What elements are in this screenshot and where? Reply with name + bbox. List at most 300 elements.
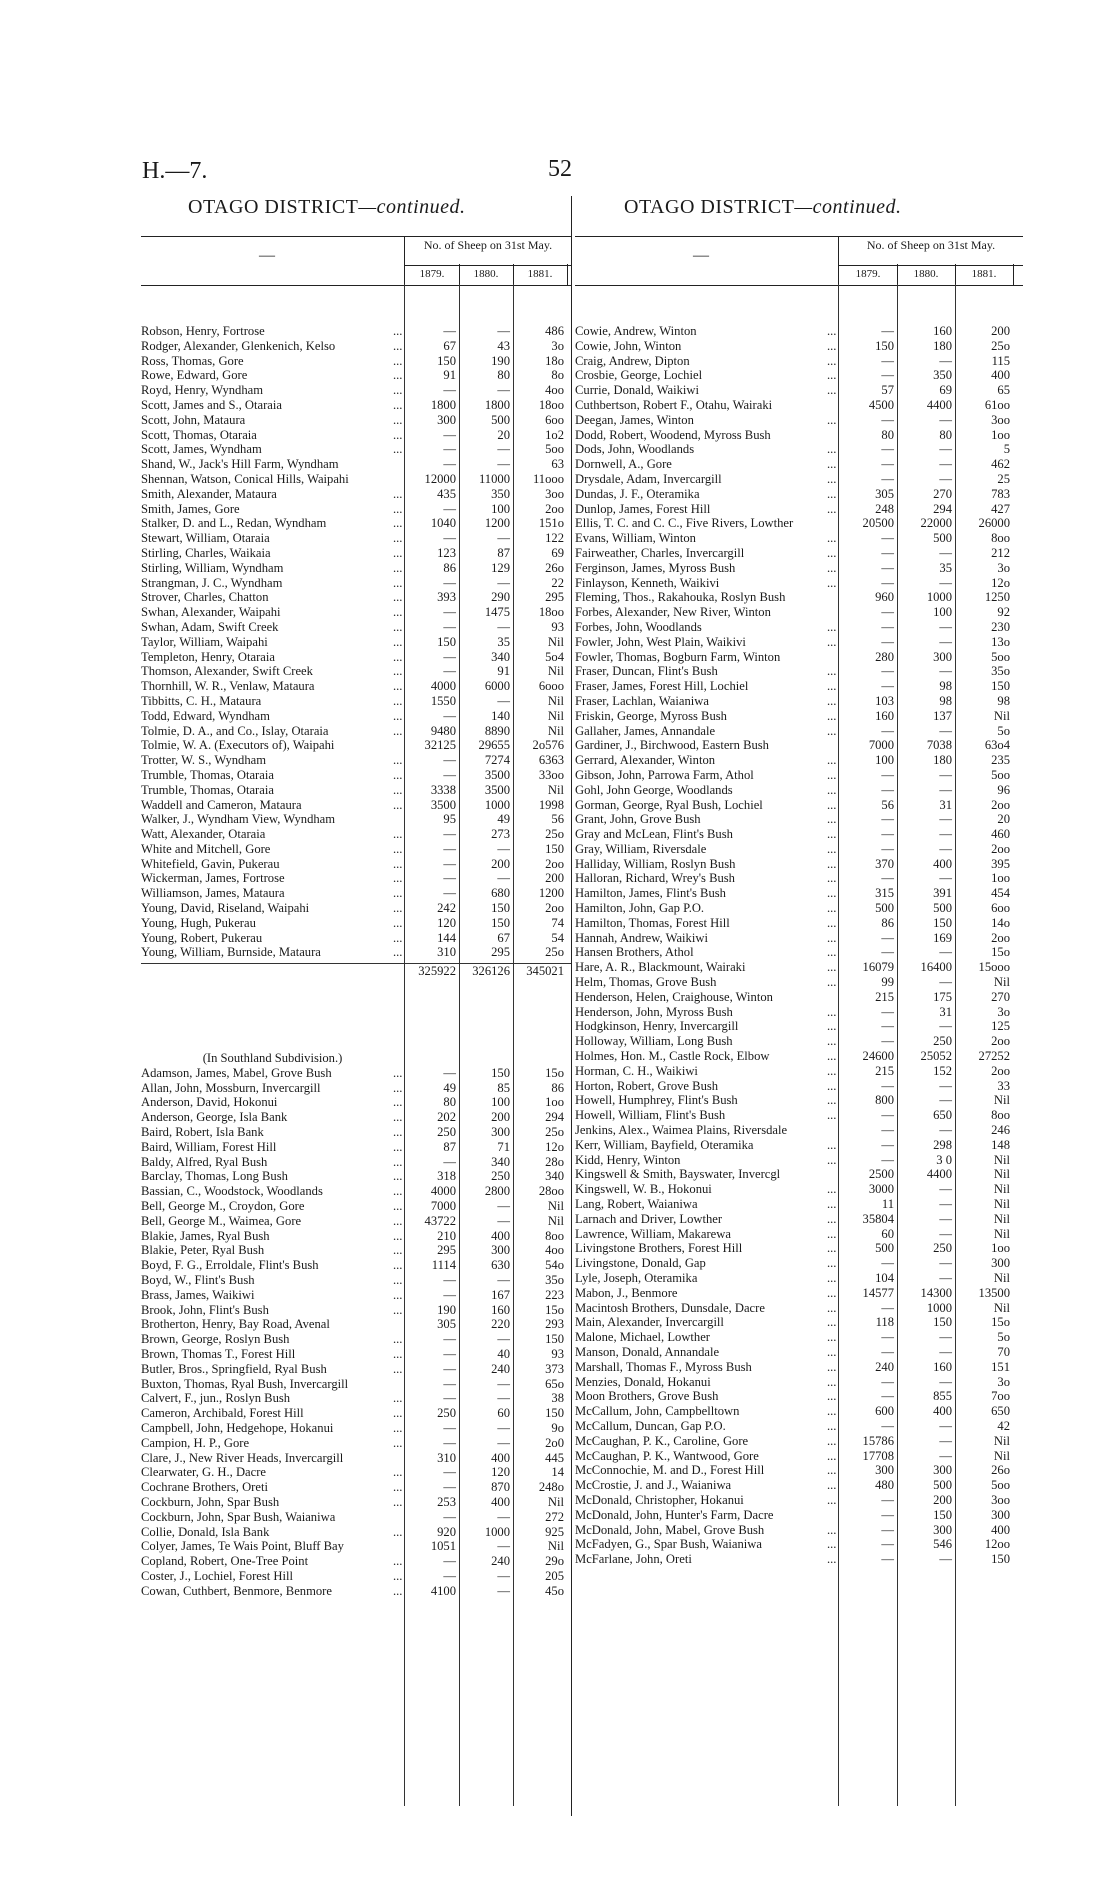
sheep-count-1880: —	[497, 1213, 510, 1228]
sheep-count-1881: Nil	[993, 708, 1010, 723]
sheep-count-1879: 118	[875, 1315, 894, 1330]
sheep-count-1879: 7000	[430, 1199, 456, 1214]
leader-dots: ...	[393, 368, 403, 383]
sheep-count-1881: 26000	[978, 516, 1010, 531]
holder-name: Boyd, W., Flint's Bush	[141, 1273, 255, 1288]
table-row	[141, 709, 571, 724]
holder-name: Stirling, William, Wyndham	[141, 560, 284, 575]
leader-dots: ...	[393, 753, 403, 768]
sheep-count-1881: 29o	[545, 1554, 564, 1569]
holder-name: Fraser, Lachlan, Waianiwa	[575, 693, 709, 708]
sheep-count-1879: 600	[875, 1404, 894, 1419]
sheep-count-1880: —	[939, 1226, 952, 1241]
holder-name: Copland, Robert, One-Tree Point	[141, 1554, 309, 1569]
leader-dots: ...	[827, 945, 837, 960]
holder-name: Brass, James, Waikiwi	[141, 1287, 255, 1302]
sheep-count-1880: 350	[491, 486, 510, 501]
sheep-count-1880: 137	[933, 708, 952, 723]
table-row	[141, 1525, 571, 1540]
sheep-count-1881: 293	[545, 1317, 564, 1332]
leader-dots: ...	[827, 1004, 837, 1019]
table-row	[575, 1523, 1023, 1538]
sheep-count-1880: 870	[491, 1480, 510, 1495]
table-row	[575, 1271, 1023, 1286]
sheep-count-1879: 2500	[868, 1167, 894, 1182]
table-row	[141, 1066, 571, 1081]
sheep-count-1881: 25o	[991, 338, 1010, 353]
holder-name: Robson, Henry, Fortrose	[141, 324, 265, 338]
leader-dots: ...	[393, 1420, 403, 1435]
holder-name: Baird, William, Forest Hill	[141, 1139, 277, 1154]
sheep-count-1881: 15o	[991, 945, 1010, 960]
table-row	[141, 472, 571, 487]
sheep-count-1879: —	[881, 531, 894, 546]
leader-dots: ...	[393, 679, 403, 694]
sheep-count-1881: 26o	[991, 1463, 1010, 1478]
holder-name: Dornwell, A., Gore	[575, 457, 672, 472]
holder-name: Craig, Andrew, Dipton	[575, 353, 690, 368]
leader-dots: ...	[827, 324, 837, 338]
table-row	[575, 457, 1023, 472]
sheep-count-1880: 175	[933, 989, 952, 1004]
leader-dots: ...	[827, 338, 837, 353]
leader-dots: ...	[393, 1347, 403, 1361]
sheep-count-1879: 56	[881, 797, 894, 812]
holder-name: Brown, Thomas T., Forest Hill	[141, 1347, 296, 1361]
leader-dots: ...	[827, 1093, 837, 1108]
sheep-count-1879: —	[881, 723, 894, 738]
leader-dots: ...	[393, 1287, 403, 1302]
sheep-count-1880: 31	[939, 1004, 952, 1019]
sheep-count-1880: 300	[491, 1243, 510, 1258]
table-row	[141, 1569, 571, 1584]
sheep-count-1881: 65o	[545, 1376, 564, 1391]
leader-dots: ...	[827, 664, 837, 679]
total-sheep-1881: 345021	[526, 964, 564, 979]
table-row	[141, 945, 571, 960]
sheep-count-1880: —	[939, 575, 952, 590]
sheep-count-1881: 8o	[551, 368, 564, 383]
leader-dots: ...	[827, 1182, 837, 1197]
sheep-count-1881: 7oo	[991, 1389, 1010, 1404]
holder-name: Stewart, William, Otaraia	[141, 531, 270, 546]
table-row	[575, 916, 1023, 931]
sheep-count-1879: 3000	[868, 1182, 894, 1197]
holder-name: Gerrard, Alexander, Winton	[575, 753, 716, 768]
sheep-count-1879: —	[881, 1019, 894, 1034]
leader-dots: ...	[393, 1110, 403, 1125]
sheep-count-1881: 2oo	[545, 901, 564, 916]
holder-name: McDonald, John, Mabel, Grove Bush	[575, 1522, 765, 1537]
sheep-count-1880: —	[497, 1391, 510, 1406]
sheep-count-1879: —	[881, 812, 894, 827]
sheep-count-1880: 67	[497, 930, 510, 945]
holder-name: Deegan, James, Winton	[575, 412, 694, 427]
sheep-count-1879: —	[443, 708, 456, 723]
table-row	[575, 1197, 1023, 1212]
table-row	[575, 516, 1023, 531]
table-row	[575, 1256, 1023, 1271]
table-row	[141, 576, 571, 591]
holder-name: Gray, William, Riversdale	[575, 841, 707, 856]
sheep-count-1879: 4500	[868, 397, 894, 412]
table-row	[575, 724, 1023, 739]
sheep-count-1879: 248	[875, 501, 894, 516]
table-row	[575, 886, 1023, 901]
sheep-count-1879: 103	[875, 693, 894, 708]
table-row	[141, 1347, 571, 1362]
sheep-count-1881: 1oo	[991, 1241, 1010, 1256]
sheep-count-1880: 20	[497, 427, 510, 442]
sheep-count-1881: 445	[545, 1450, 564, 1465]
sheep-count-1880: 250	[933, 1241, 952, 1256]
page-number: 52	[548, 156, 572, 182]
sheep-count-1881: 300	[991, 1256, 1010, 1271]
leader-dots: ...	[827, 1463, 837, 1478]
leader-dots: ...	[393, 427, 403, 442]
sheep-count-1880: —	[939, 442, 952, 457]
leader-dots: ...	[827, 501, 837, 516]
sheep-count-1881: 33oo	[538, 767, 564, 782]
holder-name: Evans, William, Winton	[575, 531, 696, 546]
table-row	[575, 753, 1023, 768]
sheep-count-1879: 150	[875, 338, 894, 353]
holder-name: Lang, Robert, Waianiwa	[575, 1197, 698, 1212]
table-row	[141, 1317, 571, 1332]
table-row	[575, 1493, 1023, 1508]
sheep-count-1881: 8oo	[545, 1228, 564, 1243]
leader-dots: ...	[393, 1302, 403, 1317]
sheep-count-1879: 57	[881, 383, 894, 398]
table-row	[575, 442, 1023, 457]
sheep-count-1879: —	[443, 1154, 456, 1169]
table-row	[575, 354, 1023, 369]
sheep-count-1881: 2oo	[991, 797, 1010, 812]
holder-name: Young, Hugh, Pukerau	[141, 915, 256, 930]
leader-dots: ...	[393, 1139, 403, 1154]
leader-dots: ...	[827, 1389, 837, 1404]
holder-name: Royd, Henry, Wyndham	[141, 383, 264, 398]
sheep-count-1880: 98	[939, 679, 952, 694]
leader-dots: ...	[393, 649, 403, 664]
table-row	[575, 472, 1023, 487]
sheep-count-1881: Nil	[993, 1182, 1010, 1197]
holder-name: Buxton, Thomas, Ryal Bush, Invercargill	[141, 1376, 349, 1391]
leader-dots: ...	[393, 945, 403, 960]
sheep-count-1880: 167	[491, 1287, 510, 1302]
table-row	[141, 339, 571, 354]
sheep-count-1880: 98	[939, 693, 952, 708]
table-row	[141, 516, 571, 531]
leader-dots: ...	[393, 575, 403, 590]
sheep-count-1881: 70	[997, 1344, 1010, 1359]
right-year-header: 1881.	[955, 264, 1014, 285]
table-row	[141, 694, 571, 709]
table-row	[575, 1389, 1023, 1404]
leader-dots: ...	[393, 324, 403, 338]
leader-dots: ...	[393, 827, 403, 842]
table-row	[141, 1539, 571, 1554]
sheep-count-1881: 11ooo	[532, 471, 564, 486]
sheep-count-1880: —	[939, 1374, 952, 1389]
sheep-count-1879: 240	[875, 1359, 894, 1374]
table-row	[141, 886, 571, 901]
table-row	[141, 413, 571, 428]
sheep-count-1881: 12oo	[984, 1537, 1010, 1552]
holder-name: Gardiner, J., Birchwood, Eastern Bush	[575, 738, 769, 753]
sheep-count-1880: —	[497, 1420, 510, 1435]
holder-name: Currie, Donald, Waikiwi	[575, 383, 699, 398]
holder-name: Calvert, F., jun., Roslyn Bush	[141, 1391, 291, 1406]
sheep-count-1880: —	[939, 1418, 952, 1433]
right-title-text: OTAGO DISTRICT	[624, 196, 795, 218]
leader-dots: ...	[827, 560, 837, 575]
table-row	[141, 768, 571, 783]
sheep-count-1880: 300	[933, 1463, 952, 1478]
leader-dots: ...	[827, 1049, 837, 1064]
sheep-count-1879: 435	[437, 486, 456, 501]
leader-dots: ...	[393, 1169, 403, 1184]
sheep-count-1880: 35	[939, 560, 952, 575]
sheep-count-1881: 2oo	[991, 1063, 1010, 1078]
sheep-count-1879: 80	[881, 427, 894, 442]
sheep-count-1881: 462	[991, 457, 1010, 472]
table-row	[141, 1155, 571, 1170]
totals-row	[141, 963, 571, 979]
table-row	[575, 1138, 1023, 1153]
sheep-count-1880: —	[939, 1211, 952, 1226]
center-divider	[571, 196, 572, 1816]
sheep-count-1880: 855	[933, 1389, 952, 1404]
holder-name: McDonald, John, Hunter's Farm, Dacre	[575, 1507, 774, 1522]
sheep-count-1879: —	[443, 649, 456, 664]
right-name-header-dash: —	[693, 247, 709, 264]
sheep-count-1879: 150	[437, 353, 456, 368]
sheep-count-1879: 960	[875, 590, 894, 605]
table-row	[575, 1315, 1023, 1330]
left-name-column-header	[141, 237, 405, 285]
holder-name: Waddell and Cameron, Mataura	[141, 797, 302, 812]
holder-name: Hamilton, John, Gap P.O.	[575, 901, 705, 916]
holder-name: Dods, John, Woodlands	[575, 442, 695, 457]
leader-dots: ...	[393, 915, 403, 930]
sheep-count-1879: —	[443, 619, 456, 634]
sheep-count-1879: —	[881, 457, 894, 472]
table-row	[141, 1081, 571, 1096]
holder-name: Hare, A. R., Blackmount, Wairaki	[575, 960, 746, 975]
table-row	[141, 1480, 571, 1495]
sheep-count-1879: 35804	[862, 1211, 894, 1226]
table-row	[141, 931, 571, 946]
sheep-count-1881: 33	[997, 1078, 1010, 1093]
leader-dots: ...	[827, 1330, 837, 1345]
left-sheep-count-header: No. of Sheep on 31st May.	[405, 237, 571, 266]
sheep-count-1879: —	[443, 1065, 456, 1080]
sheep-count-1879: —	[443, 427, 456, 442]
sheep-count-1881: 8oo	[991, 531, 1010, 546]
table-row	[141, 901, 571, 916]
leader-dots: ...	[827, 797, 837, 812]
sheep-count-1880: 85	[497, 1080, 510, 1095]
table-row	[141, 1377, 571, 1392]
sheep-count-1881: 3oo	[991, 412, 1010, 427]
table-row	[141, 635, 571, 650]
table-row	[575, 1123, 1023, 1138]
holder-name: Fairweather, Charles, Invercargill	[575, 545, 745, 560]
holder-name: Jenkins, Alex., Waimea Plains, Riversdale	[575, 1123, 788, 1138]
sheep-count-1880: 340	[491, 649, 510, 664]
leader-dots: ...	[827, 1063, 837, 1078]
sheep-count-1881: 6oo	[545, 412, 564, 427]
leader-dots: ...	[827, 1256, 837, 1271]
holder-name: Campbell, John, Hedgehope, Hokanui	[141, 1420, 334, 1435]
sheep-count-1881: Nil	[993, 1167, 1010, 1182]
sheep-count-1880: 16400	[920, 960, 952, 975]
holder-name: Cowie, Andrew, Winton	[575, 324, 697, 338]
sheep-count-1880: 150	[491, 901, 510, 916]
table-row	[575, 368, 1023, 383]
sheep-count-1881: 4oo	[545, 1243, 564, 1258]
holder-name: Thomson, Alexander, Swift Creek	[141, 664, 313, 679]
left-title-suffix: —continued.	[358, 196, 466, 218]
leader-dots: ...	[393, 1465, 403, 1480]
sheep-count-1879: 310	[437, 1450, 456, 1465]
table-row	[141, 1243, 571, 1258]
sheep-count-1881: 93	[551, 619, 564, 634]
sheep-count-1880: 7274	[484, 753, 510, 768]
sheep-count-1880: —	[939, 1552, 952, 1567]
table-row	[141, 561, 571, 576]
holder-name: Hodgkinson, Henry, Invercargill	[575, 1019, 739, 1034]
table-row	[141, 1436, 571, 1451]
sheep-count-1880: —	[939, 1123, 952, 1138]
sheep-count-1880: —	[939, 1271, 952, 1285]
leader-dots: ...	[827, 1433, 837, 1448]
leader-dots: ...	[393, 871, 403, 886]
sheep-count-1881: 28o	[545, 1154, 564, 1169]
table-row	[575, 1079, 1023, 1094]
holder-name: Brotherton, Henry, Bay Road, Avenal	[141, 1317, 330, 1332]
holder-name: Smith, Alexander, Mataura	[141, 486, 277, 501]
sheep-count-1881: Nil	[993, 1226, 1010, 1241]
leader-dots: ...	[827, 767, 837, 782]
leader-dots: ...	[827, 1211, 837, 1226]
leader-dots: ...	[827, 1241, 837, 1256]
sheep-count-1880: —	[497, 1568, 510, 1583]
holder-name: Clare, J., New River Heads, Invercargill	[141, 1450, 344, 1465]
sheep-count-1879: 253	[437, 1494, 456, 1509]
sheep-count-1881: 54	[551, 930, 564, 945]
holder-name: Cochrane Brothers, Oreti	[141, 1480, 268, 1495]
sheep-count-1879: —	[443, 1273, 456, 1288]
sheep-count-1880: —	[497, 1539, 510, 1554]
sheep-count-1881: 5oo	[991, 649, 1010, 664]
sheep-count-1880: 150	[933, 915, 952, 930]
holder-name: Main, Alexander, Invercargill	[575, 1315, 724, 1330]
holder-name: Anderson, George, Isla Bank	[141, 1110, 288, 1125]
leader-dots: ...	[393, 1125, 403, 1140]
table-row	[575, 1434, 1023, 1449]
table-row	[575, 1005, 1023, 1020]
leader-dots: ...	[827, 1078, 837, 1093]
sheep-count-1881: 212	[991, 545, 1010, 560]
sheep-count-1880: 391	[933, 886, 952, 901]
table-row	[575, 827, 1023, 842]
sheep-count-1881: Nil	[993, 1448, 1010, 1463]
table-row	[575, 1227, 1023, 1242]
sheep-count-1879: —	[881, 353, 894, 368]
total-sheep-1880: 326126	[472, 964, 510, 979]
leader-dots: ...	[393, 1494, 403, 1509]
table-row	[575, 1404, 1023, 1419]
sheep-count-1880: 1200	[484, 516, 510, 531]
table-row	[575, 1508, 1023, 1523]
table-row	[575, 339, 1023, 354]
sheep-count-1879: —	[443, 575, 456, 590]
sheep-count-1881: Nil	[547, 634, 564, 649]
holder-name: Taylor, William, Waipahi	[141, 634, 268, 649]
leader-dots: ...	[827, 1374, 837, 1389]
sheep-count-1880: 400	[491, 1494, 510, 1509]
holder-name: Drysdale, Adam, Invercargill	[575, 471, 722, 486]
leader-dots: ...	[393, 353, 403, 368]
holder-name: Gibson, John, Parrowa Farm, Athol	[575, 767, 754, 782]
holder-name: Colyer, James, Te Wais Point, Bluff Bay	[141, 1539, 344, 1554]
holder-name: Holloway, William, Long Bush	[575, 1034, 733, 1049]
sheep-count-1880: 120	[491, 1465, 510, 1480]
sheep-count-1879: 1051	[430, 1539, 456, 1554]
table-row	[575, 738, 1023, 753]
sheep-count-1881: 3o	[997, 1004, 1010, 1019]
table-row	[575, 487, 1023, 502]
sheep-count-1879: —	[881, 605, 894, 620]
sheep-count-1881: 25o	[545, 1125, 564, 1140]
table-row	[141, 1199, 571, 1214]
holder-name: Brown, George, Roslyn Bush	[141, 1332, 290, 1347]
leader-dots: ...	[393, 1184, 403, 1199]
holder-name: Grant, John, Grove Bush	[575, 812, 701, 827]
sheep-count-1879: 300	[437, 412, 456, 427]
leader-dots: ...	[827, 723, 837, 738]
table-row	[141, 871, 571, 886]
sheep-count-1879: —	[443, 827, 456, 842]
subdivision-heading: (In Southland Subdivision.)	[202, 1051, 343, 1066]
sheep-count-1879: —	[881, 1137, 894, 1152]
sheep-count-1879: —	[881, 1300, 894, 1315]
table-row	[141, 354, 571, 369]
holder-name: Hamilton, Thomas, Forest Hill	[575, 915, 730, 930]
table-row	[575, 1301, 1023, 1316]
table-row	[141, 664, 571, 679]
sheep-count-1881: 2oo	[545, 501, 564, 516]
sheep-count-1879: —	[881, 412, 894, 427]
sheep-count-1879: —	[443, 457, 456, 472]
sheep-count-1881: 35o	[991, 664, 1010, 679]
table-row	[575, 1019, 1023, 1034]
sheep-count-1881: Nil	[993, 1093, 1010, 1108]
holder-name: Fowler, John, West Plain, Waikivi	[575, 634, 746, 649]
sheep-count-1880: 546	[933, 1537, 952, 1552]
sheep-count-1879: —	[443, 841, 456, 856]
sheep-count-1880: 1000	[484, 797, 510, 812]
sheep-count-1880: 1800	[484, 397, 510, 412]
leader-dots: ...	[393, 634, 403, 649]
sheep-count-1880: —	[939, 945, 952, 960]
holder-name: McFarlane, John, Oreti	[575, 1552, 692, 1567]
sheep-count-1880: 14300	[920, 1285, 952, 1300]
sheep-count-1880: 4400	[926, 1167, 952, 1182]
leader-dots: ...	[827, 368, 837, 383]
